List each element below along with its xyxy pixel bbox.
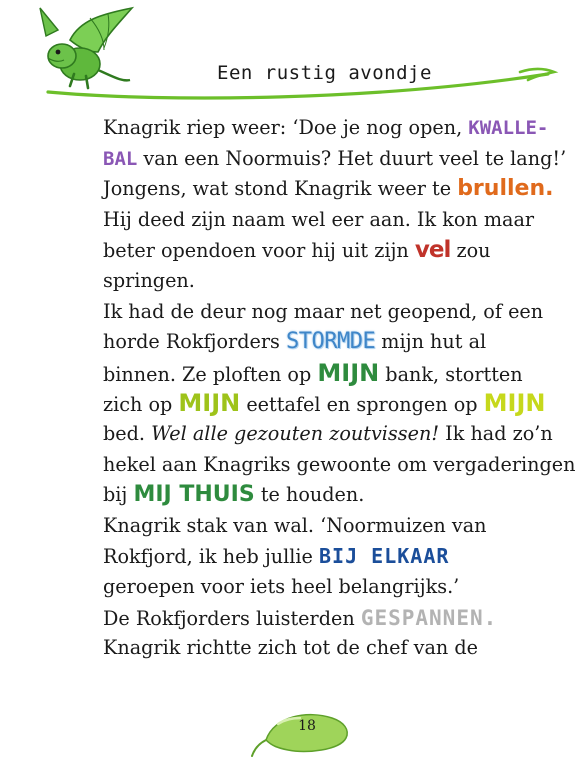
text-line bbox=[103, 541, 543, 572]
text-span: zou bbox=[450, 239, 491, 263]
text-span: mijn hut al bbox=[375, 330, 487, 354]
text-line: Hij deed zijn naam wel eer aan. Ik kon maar bbox=[103, 207, 535, 231]
text-span: te houden. bbox=[254, 483, 365, 507]
text-span: Jongens, wat stond Knagrik weer te bbox=[103, 177, 458, 201]
text-line bbox=[103, 358, 543, 389]
text-line bbox=[103, 235, 543, 266]
decorative-word-vel: vel bbox=[414, 237, 451, 264]
decorative-word-mijn: MIJN bbox=[317, 358, 380, 387]
text-line bbox=[103, 388, 546, 419]
decorative-word-mijn: MIJN bbox=[483, 389, 546, 418]
text-span: bed. bbox=[103, 421, 152, 445]
text-span: binnen. Ze ploften op bbox=[103, 362, 318, 386]
decorative-word-stormde: STORMDE bbox=[285, 329, 376, 355]
text-line bbox=[103, 144, 567, 175]
decorative-word-kwallebal: KWALLE- bbox=[468, 117, 549, 139]
text-line: Ik had de deur nog maar net geopend, of een bbox=[103, 299, 544, 323]
text-line: Knagrik richtte zich tot de chef van de bbox=[103, 636, 479, 660]
decorative-word-mijn: MIJN bbox=[178, 389, 241, 418]
text-line bbox=[103, 327, 543, 358]
text-line bbox=[103, 113, 549, 144]
text-span: bank, stortten bbox=[379, 362, 523, 386]
text-line: Knagrik stak van wal. ‘Noormuizen van bbox=[103, 513, 487, 537]
text-line bbox=[103, 174, 554, 205]
text-span: Knagrik riep weer: ‘Doe je nog open, bbox=[103, 116, 469, 139]
text-span: zich op bbox=[103, 393, 179, 417]
page-number: 18 bbox=[298, 718, 316, 734]
text-span: De Rokfjorders luisterden bbox=[103, 606, 361, 630]
text-line: geroepen voor iets heel belangrijks.’ bbox=[103, 574, 460, 598]
text-span: Rokfjord, ik heb jullie bbox=[103, 545, 320, 569]
header-decoration bbox=[0, 0, 586, 110]
decorative-word-gespannen: GESPANNEN. bbox=[360, 605, 498, 630]
green-dragon-icon bbox=[40, 8, 132, 88]
decorative-word-mij-thuis: MIJ THUIS bbox=[133, 482, 255, 508]
chapter-title: Een rustig avondje bbox=[217, 62, 432, 84]
decorative-word-brullen: brullen. bbox=[457, 176, 554, 202]
text-line bbox=[103, 419, 553, 450]
text-span: van een Noormuis? Het duurt veel te lang!’ bbox=[137, 146, 567, 170]
decorative-word-kwallebal: BAL bbox=[103, 147, 138, 170]
text-line bbox=[103, 480, 543, 511]
text-span: Ik had zo’n bbox=[439, 421, 553, 445]
text-span: horde Rokfjorders bbox=[103, 330, 286, 354]
text-line bbox=[103, 603, 543, 634]
text-span: beter opendoen voor hij uit zijn bbox=[103, 239, 415, 263]
story-text bbox=[103, 113, 576, 664]
text-span: bij bbox=[103, 483, 134, 507]
text-line: hekel aan Knagriks gewoonte om vergaderingen bbox=[103, 452, 576, 476]
decorative-word-bij-elkaar: BIJ ELKAAR bbox=[319, 544, 450, 569]
text-line: springen. bbox=[103, 268, 195, 292]
text-span: eettafel en sprongen op bbox=[240, 393, 484, 417]
chapter-header bbox=[0, 0, 586, 110]
italic-exclamation: Wel alle gezouten zoutvissen! bbox=[151, 421, 440, 445]
